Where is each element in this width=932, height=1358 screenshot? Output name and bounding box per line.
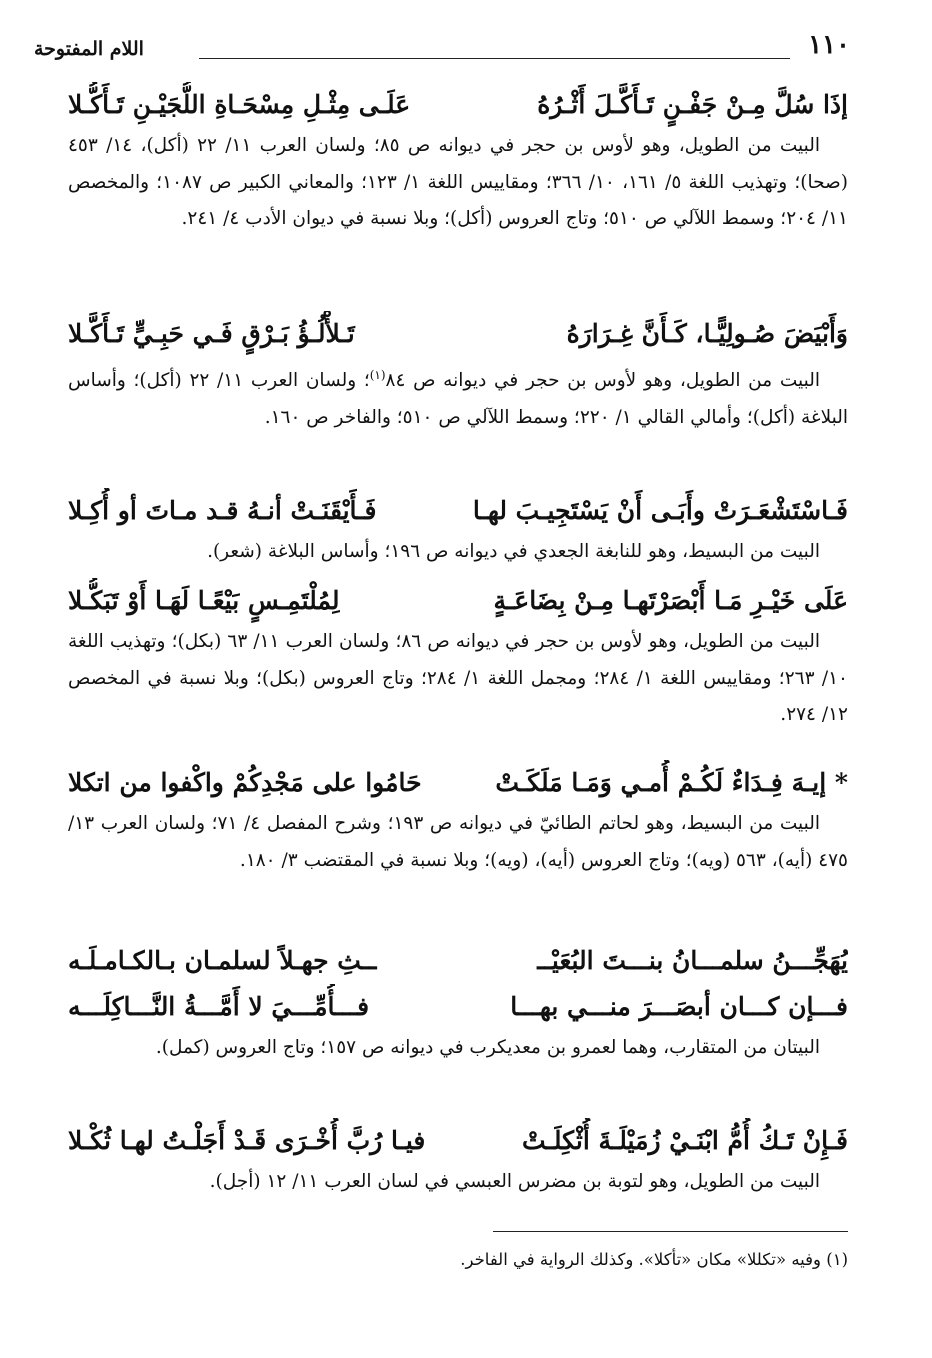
- verse-line: [68, 578, 848, 624]
- note-text: ؛ ولسان العرب ١١/ ٢٢ (أكل)؛ وأساس البلاغة (أكل)؛ وأمالي القالي ١/ ٢٢٠؛ وسمط اللآلي ص ٥١٠؛ والفاخر ص ١٦٠.: [68, 370, 848, 428]
- header-rule: [199, 58, 790, 59]
- first-hemistich: فَـاسْتَشْعَـرَتْ وأَبَـى أَنْ يَسْتَجِيـبَ لهـا: [472, 496, 848, 525]
- second-hemistich: تَـلأْلُـؤُ بَـرْقٍ فَـي حَبِـيٍّ تَـأَكَّـلا: [68, 319, 355, 348]
- source-note: البيت من الطويل، وهو لأوس بن حجر في ديوانه ص ٨٦؛ ولسان العرب ١١/ ٦٣ (بكل)؛ وتهذيب اللغة ١٠/ ٢٦٣؛ ومقاييس اللغة ١/ ٢٨٤؛ ومجمل اللغة ١/ ٢٨٤؛ وتاج العروس (بكل)؛ وبلا نسبة في المخصص ١٢/ ٢٧٤.: [68, 631, 848, 725]
- first-hemistich: إذَا سُلَّ مِـنْ جَفْـنٍ تَـأَكَّـلَ أَثْـرُهُ: [537, 90, 848, 119]
- source-note: البيت من الطويل، وهو لأوس بن حجر في ديوانه ص ٨٥؛ ولسان العرب ١١/ ٢٢ (أكل)، ١٤/ ٤٥٣ (صحا)؛ وتهذيب اللغة ٥/ ١٦١، ١٠/ ٣٦٦؛ ومقاييس اللغة ١/ ١٢٣؛ والمعاني الكبير ص ١٠٨٧؛ والمخصص ١١/ ٢٠٤؛ وسمط اللآلي ص ٥١٠؛ وتاج العروس (أكل)؛ وبلا نسبة في ديوان الأدب ٤/ ٢٤١.: [68, 135, 848, 229]
- source-note: البيتان من المتقارب، وهما لعمرو بن معديكرب في ديوانه ص ١٥٧؛ وتاج العروس (كمل).: [155, 1037, 820, 1058]
- poem-entry: [68, 760, 848, 879]
- second-hemistich: حَامُوا على مَجْدِكُمْ واكْفوا من اتكلا: [68, 768, 422, 797]
- first-hemistich: فَـإِنْ تَـكُ أُمُّ ابْنَـيْ زُمَيْلَـةَ أُثْكِلَـتْ: [521, 1126, 848, 1155]
- footnote-marker[interactable]: (١): [369, 368, 386, 382]
- poem-entry: [68, 578, 848, 734]
- verse-line: [68, 760, 848, 806]
- poem-entry: [68, 82, 848, 238]
- second-hemistich: فيـا رُبَّ أُخْـرَى قَـدْ أَجَلْـتُ لهـا ثُكْـلا: [68, 1126, 426, 1155]
- source-note: البيت من البسيط، وهو للنابغة الجعدي في ديوانه ص ١٩٦؛ وأساس البلاغة (شعر).: [207, 541, 820, 562]
- poem-entry: [68, 938, 848, 1067]
- source-note: البيت من البسيط، وهو لحاتم الطائيّ في ديوانه ص ١٩٣؛ وشرح المفصل ٤/ ٧١؛ ولسان العرب ١٣/ ٤٧٥ (أيه)، ٥٦٣ (ويه)؛ وتاج العروس (أيه)، (ويه)؛ وبلا نسبة في المقتضب ٣/ ١٨٠.: [68, 813, 848, 871]
- second-hemistich: لِمُلْتَمِـسٍ بَيْعًـا لَهَـا أَوْ تَبَكُّـلا: [68, 586, 340, 615]
- second-hemistich: ــثِ جهـلاً لسلمـان بـالكـامـلَـه: [68, 946, 377, 975]
- verse-line: [68, 488, 848, 534]
- page-header: [34, 30, 850, 70]
- first-hemistich: فـــإن كـــان أبصَـــرَ منـــي بهـــا: [510, 992, 848, 1021]
- verse-line: [68, 311, 848, 357]
- poem-entry: [68, 311, 848, 436]
- footnote-rule: [493, 1231, 848, 1232]
- verse-line: [68, 984, 848, 1030]
- first-hemistich: * إيـهَ فِـدَاءٌ لَكُـمْ أُمـي وَمَـا مَلَكَـتْ: [495, 768, 848, 797]
- running-title: اللام المفتوحة: [34, 38, 144, 60]
- page-number: ١١٠: [808, 30, 850, 60]
- first-hemistich: يُهَجِّـــنُ سلمـــانُ بنـــتَ البُعَيْــ: [537, 946, 848, 975]
- second-hemistich: فَـأَيْقَنَـتْ أنـهُ قـد مـاتَ أو أُكِـلا: [68, 496, 377, 525]
- verse-line: [68, 938, 848, 984]
- second-hemistich: عَلَـى مِثْـلِ مِسْحَـاةِ اللُّجَيْـنِ تَـأَكُّـلا: [68, 90, 411, 119]
- verse-line: [68, 82, 848, 128]
- first-hemistich: وَأَبْيَضَ صُـولِيًّـا، كَـأَنَّ غِـرَارَهُ: [566, 319, 848, 348]
- verse-line: [68, 1118, 848, 1164]
- poem-entry: [68, 488, 848, 571]
- source-note: البيت من الطويل، وهو لتوبة بن مضرس العبسي في لسان العرب ١١/ ١٢ (أجل).: [209, 1171, 820, 1192]
- first-hemistich: عَلَى خَيْـرِ مَـا أَبْصَرْتَهـا مِـنْ بِضَاعَـةٍ: [493, 586, 848, 615]
- poem-entry: [68, 1118, 848, 1201]
- note-text: البيت من الطويل، وهو لأوس بن حجر في ديوانه ص ٨٤: [385, 370, 820, 392]
- second-hemistich: فـــأُمِّـــيَ لا أَمَّـــةُ النَّـــاكِلَـــه: [68, 992, 370, 1021]
- footnote: (١) وفيه «تكللا» مكان «تأكلا». وكذلك الرواية في الفاخر.: [460, 1250, 848, 1269]
- source-note: [68, 357, 848, 436]
